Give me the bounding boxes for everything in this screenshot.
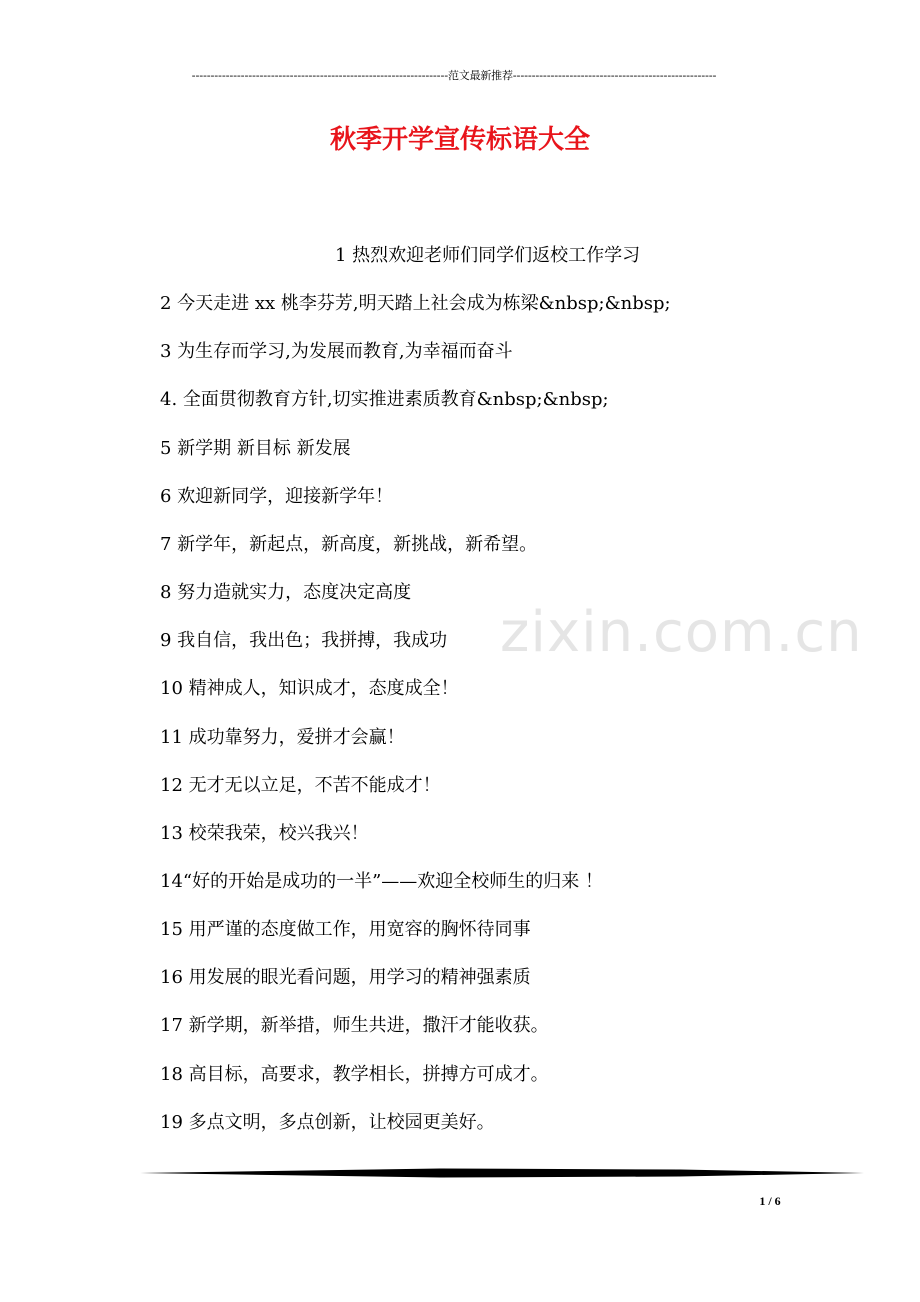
document-title: 秋季开学宣传标语大全 xyxy=(329,125,590,155)
footer-divider xyxy=(140,1168,864,1178)
slogan-line: 7 新学年，新起点，新高度，新挑战，新希望。 xyxy=(160,534,538,555)
slogan-line: 11 成功靠努力，爱拼才会赢！ xyxy=(160,727,405,748)
slogan-line: 5 新学期 新目标 新发展 xyxy=(160,438,351,459)
slogan-line: 1 热烈欢迎老师们同学们返校工作学习 xyxy=(335,245,641,266)
slogan-line: 14“好的开始是成功的一半”——欢迎全校师生的归来 ！ xyxy=(160,871,604,892)
site-watermark: zixin.com.cn xyxy=(500,600,863,665)
slogan-line: 16 用发展的眼光看问题，用学习的精神强素质 xyxy=(160,967,531,988)
slogan-line: 9 我自信，我出色；我拼搏，我成功 xyxy=(160,630,448,651)
slogan-line: 6 欢迎新同学，迎接新学年！ xyxy=(160,486,394,507)
slogan-line: 4. 全面贯彻教育方针,切实推进素质教育&nbsp;&nbsp; xyxy=(160,389,609,410)
slogan-line: 19 多点文明，多点创新，让校园更美好。 xyxy=(160,1112,495,1133)
slogan-line: 2 今天走进 xx 桃李芬芳,明天踏上社会成为栋梁&nbsp;&nbsp; xyxy=(160,293,671,314)
slogan-line: 18 高目标，高要求，教学相长，拼搏方可成才。 xyxy=(160,1064,549,1085)
slogan-line: 8 努力造就实力，态度决定高度 xyxy=(160,582,412,603)
slogan-line: 13 校荣我荣，校兴我兴！ xyxy=(160,823,369,844)
slogan-line: 3 为生存而学习,为发展而教育,为幸福而奋斗 xyxy=(160,341,513,362)
slogan-line: 17 新学期，新举措，师生共进，撒汗才能收获。 xyxy=(160,1015,549,1036)
slogan-line: 15 用严谨的态度做工作，用宽容的胸怀待同事 xyxy=(160,919,531,940)
page-header-banner: --------------------------------------------------------------------范文最新推荐------------------------------------------------------ xyxy=(191,69,717,82)
slogan-line: 12 无才无以立足，不苦不能成才！ xyxy=(160,775,441,796)
page-number: 1 / 6 xyxy=(759,1194,781,1208)
slogan-line: 10 精神成人，知识成才，态度成全！ xyxy=(160,678,459,699)
